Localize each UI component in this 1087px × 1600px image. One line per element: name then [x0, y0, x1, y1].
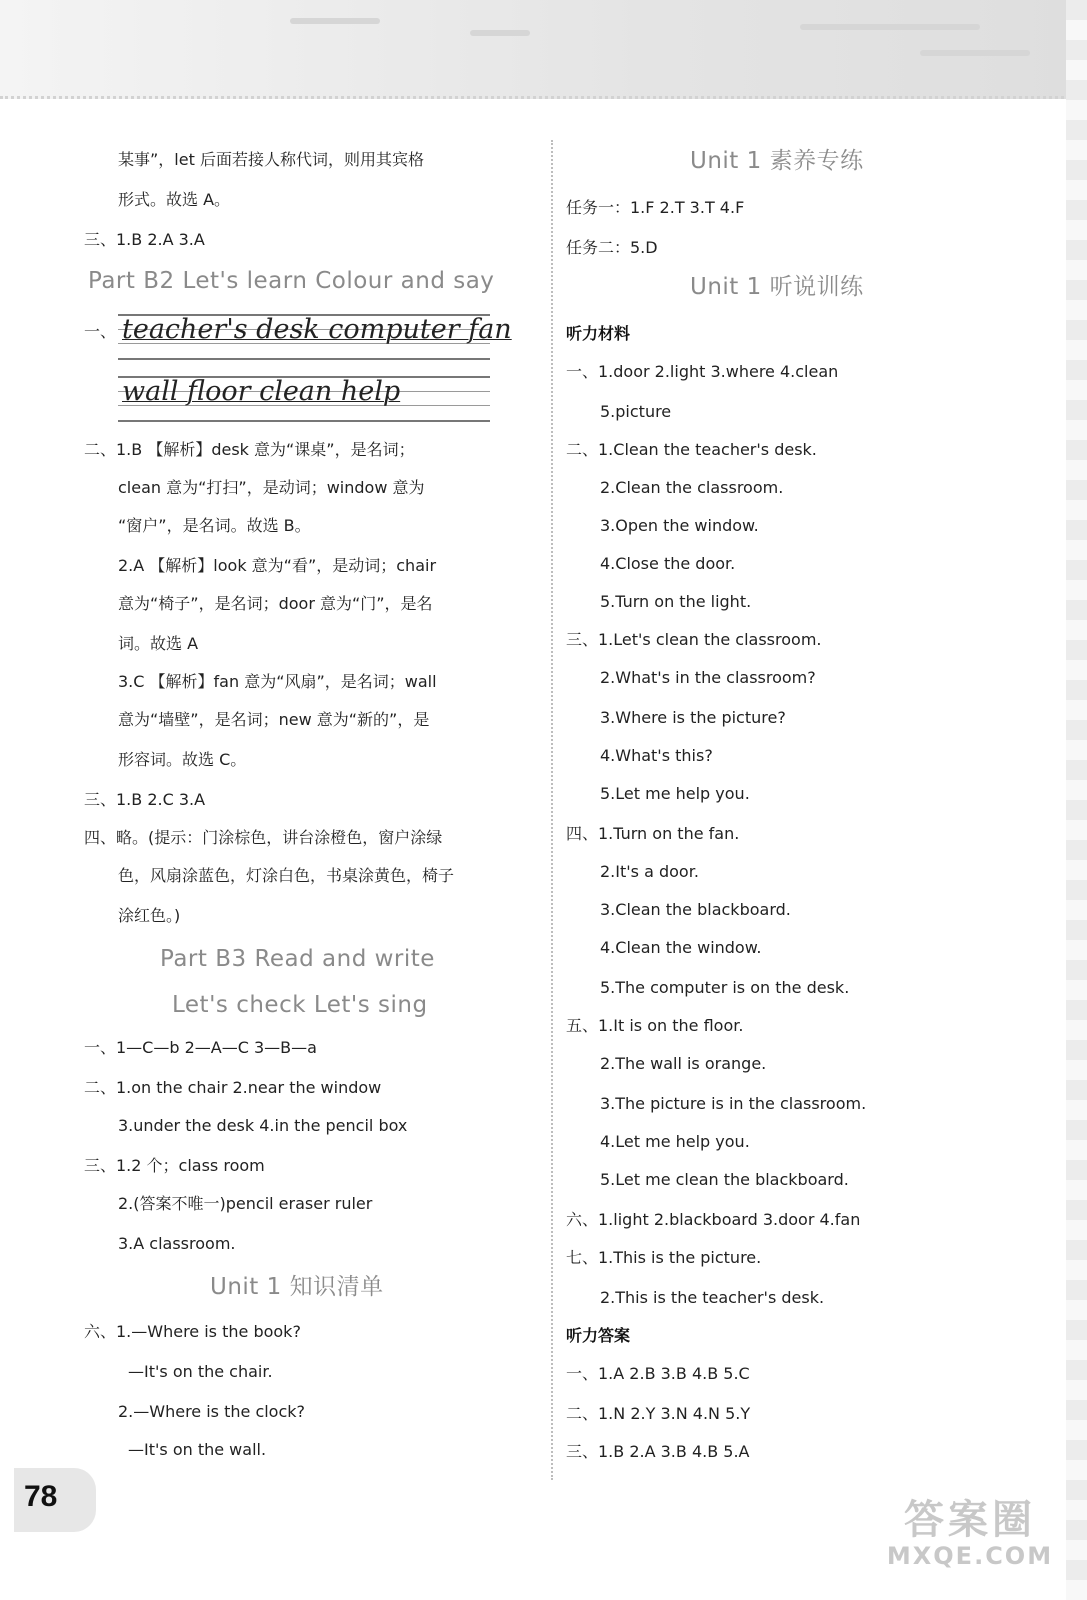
answer-line: “窗户”，是名词。故选 B。	[118, 516, 311, 535]
answer-line: 4.Let me help you.	[600, 1132, 750, 1151]
subsection-title: 听力答案	[566, 1326, 631, 1345]
answer-line: 3.Open the window.	[600, 516, 759, 535]
handwritten-words: wall floor clean help	[122, 376, 401, 407]
header-decoration	[800, 24, 980, 30]
answer-line: 词。故选 A	[118, 634, 199, 653]
answer-line: 三、1.B 2.C 3.A	[84, 790, 206, 809]
answer-line: 三、1.2 个；class room	[84, 1156, 265, 1175]
answer-line: 色，风扇涂蓝色，灯涂白色，书桌涂黄色，椅子	[118, 866, 455, 885]
answer-line: 3.under the desk 4.in the pencil box	[118, 1116, 408, 1135]
answer-line: 2.This is the teacher's desk.	[600, 1288, 825, 1307]
section-heading: Let's check Let's sing	[172, 992, 428, 1018]
answer-line: 2.What's in the classroom?	[600, 668, 816, 687]
answer-line: 2.A 【解析】look 意为“看”，是动词；chair	[118, 556, 437, 575]
answer-line: 3.Where is the picture?	[600, 708, 786, 727]
answer-line: 五、1.It is on the floor.	[566, 1016, 744, 1035]
answer-line: 三、1.B 2.A 3.B 4.B 5.A	[566, 1442, 750, 1461]
answer-line: 3.The picture is in the classroom.	[600, 1094, 867, 1113]
header-decoration	[470, 30, 530, 36]
answer-line: 六、1.light 2.blackboard 3.door 4.fan	[566, 1210, 861, 1229]
answer-line: 2.Clean the classroom.	[600, 478, 784, 497]
answer-line: 一、1—C—b 2—A—C 3—B—a	[84, 1038, 317, 1057]
answer-line: 5.picture	[600, 402, 672, 421]
header-decoration	[920, 50, 1030, 56]
answer-line: 4.What's this?	[600, 746, 713, 765]
answer-line: 任务一：1.F 2.T 3.T 4.F	[566, 198, 745, 217]
column-divider	[551, 140, 553, 1480]
answer-line: 2.It's a door.	[600, 862, 699, 881]
answer-line: 涂红色。)	[118, 906, 181, 925]
answer-line: 意为“椅子”，是名词；door 意为“门”，是名	[118, 594, 433, 613]
answer-line: 3.Clean the blackboard.	[600, 900, 791, 919]
answer-line: 形式。故选 A。	[118, 190, 231, 209]
answer-line: 5.The computer is on the desk.	[600, 978, 850, 997]
site-watermark	[880, 1498, 1060, 1570]
answer-line: 2.—Where is the clock?	[118, 1402, 306, 1421]
answer-line: 3.A classroom.	[118, 1234, 236, 1253]
answer-line: —It's on the wall.	[128, 1440, 267, 1459]
answer-line: 5.Turn on the light.	[600, 592, 752, 611]
answer-line: 3.C 【解析】fan 意为“风扇”，是名词；wall	[118, 672, 437, 691]
answer-line: 二、1.Clean the teacher's desk.	[566, 440, 817, 459]
subsection-title: 听力材料	[566, 324, 631, 343]
answer-line: 4.Clean the window.	[600, 938, 762, 957]
answer-line: 一、	[84, 322, 117, 341]
answer-line: 四、1.Turn on the fan.	[566, 824, 740, 843]
answer-line: 二、1.B 【解析】desk 意为“课桌”，是名词；	[84, 440, 415, 459]
answer-line: 二、1.on the chair 2.near the window	[84, 1078, 382, 1097]
section-heading: Part B3 Read and write	[160, 946, 435, 972]
top-header-band	[0, 0, 1087, 99]
answer-line: —It's on the chair.	[128, 1362, 273, 1381]
watermark-logo-text: 答案圈	[904, 1497, 1036, 1543]
answer-line: 形容词。故选 C。	[118, 750, 247, 769]
page-number: 78	[24, 1480, 58, 1513]
answer-line: 一、1.A 2.B 3.B 4.B 5.C	[566, 1364, 750, 1383]
answer-line: 2.The wall is orange.	[600, 1054, 767, 1073]
answer-line: 意为“墙壁”，是名词；new 意为“新的”，是	[118, 710, 430, 729]
answer-line: 4.Close the door.	[600, 554, 736, 573]
answer-line: 三、1.B 2.A 3.A	[84, 230, 205, 249]
header-decoration	[290, 18, 380, 24]
answer-line: 5.Let me clean the blackboard.	[600, 1170, 849, 1189]
answer-line: 四、略。(提示：门涂棕色，讲台涂橙色，窗户涂绿	[84, 828, 443, 847]
answer-line: 一、1.door 2.light 3.where 4.clean	[566, 362, 839, 381]
section-heading: Unit 1 听说训练	[690, 274, 864, 300]
page-edge	[1066, 0, 1087, 1600]
answer-line: 5.Let me help you.	[600, 784, 750, 803]
answer-line: 七、1.This is the picture.	[566, 1248, 762, 1267]
section-heading: Unit 1 知识清单	[210, 1274, 384, 1300]
handwritten-words: teacher's desk computer fan	[122, 314, 512, 345]
answer-line: 2.(答案不唯一)pencil eraser ruler	[118, 1194, 373, 1213]
answer-line: 某事”，let 后面若接人称代词，则用其宾格	[118, 150, 424, 169]
answer-line: 六、1.—Where is the book?	[84, 1322, 301, 1341]
answer-line: 任务二：5.D	[566, 238, 658, 257]
section-heading: Unit 1 素养专练	[690, 148, 864, 174]
answer-line: clean 意为“打扫”，是动词；window 意为	[118, 478, 425, 497]
watermark-url: MXQE.COM	[886, 1542, 1054, 1570]
section-heading: Part B2 Let's learn Colour and say	[88, 268, 495, 294]
answer-line: 二、1.N 2.Y 3.N 4.N 5.Y	[566, 1404, 751, 1423]
answer-line: 三、1.Let's clean the classroom.	[566, 630, 822, 649]
